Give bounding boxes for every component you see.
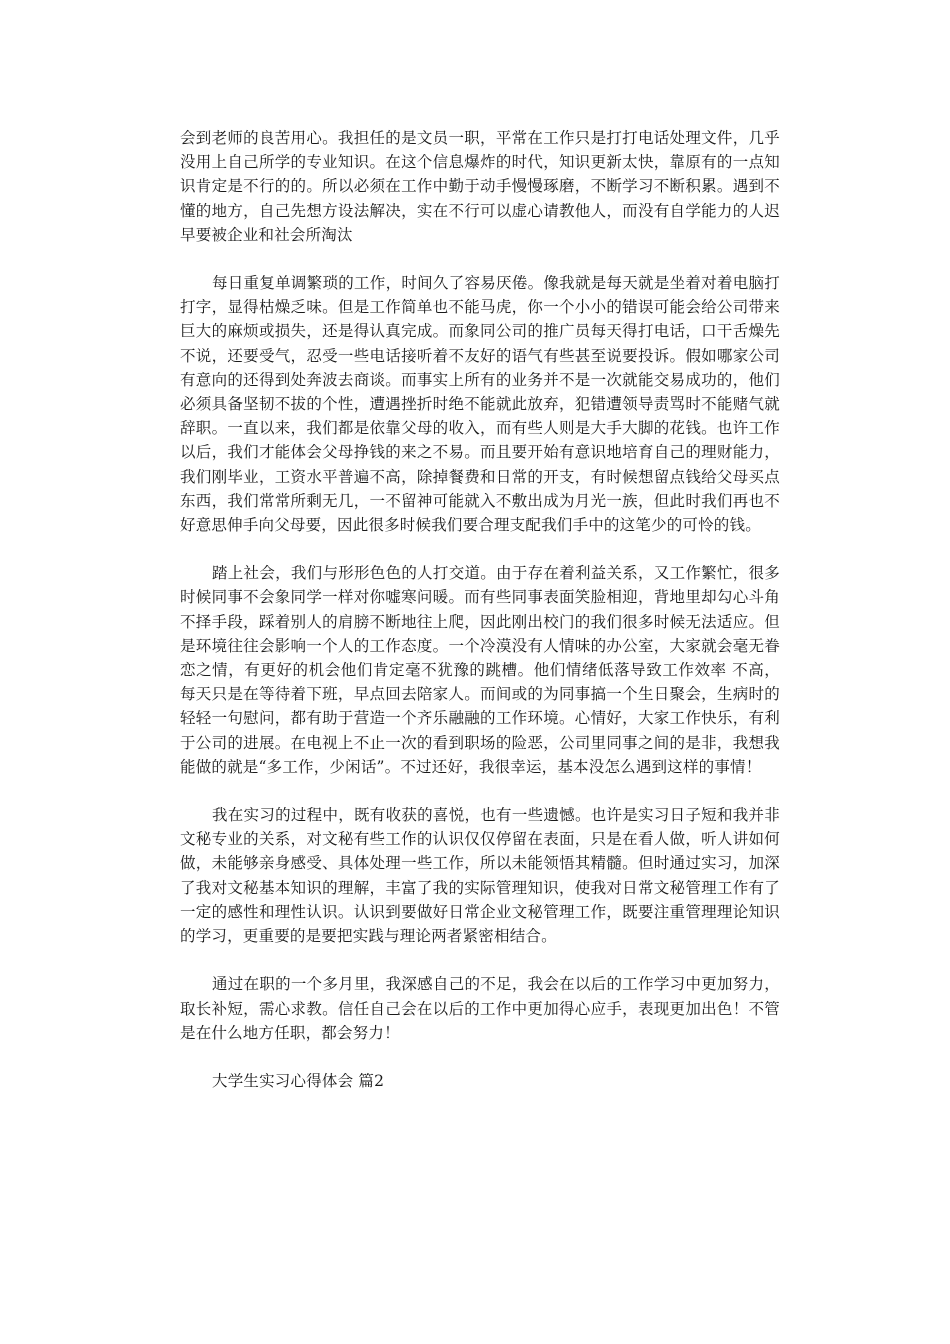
document-body (180, 126, 780, 1093)
paragraph-2: 每日重复单调繁琐的工作，时间久了容易厌倦。像我就是每天就是坐着对着电脑打打字，显得枯燥乏味。但是工作简单也不能马虎，你一个小小的错误可能会给公司带来巨大的麻烦或损失，还是得认真完成。而象同公司的推广员每天得打电话，口干舌燥先不说，还要受气，忍受一些电话接听着不友好的语气有些甚至说要投诉。假如哪家公司有意向的还得到处奔波去商谈。而事实上所有的业务并不是一次就能交易成功的，他们必须具备坚韧不拔的个性，遭遇挫折时绝不能就此放弃，犯错遭领导责骂时不能赌气就辞职。一直以来，我们都是依靠父母的收入，而有些人则是大手大脚的花钱。也许工作以后，我们才能体会父母挣钱的来之不易。而且要开始有意识地培育自己的理财能力，我们刚毕业，工资水平普遍不高，除掉餐费和日常的开支，有时候想留点钱给父母买点东西，我们常常所剩无几，一不留神可能就入不敷出成为月光一族，但此时我们再也不好意思伸手向父母要，因此很多时候我们要合理支配我们手中的这笔少的可怜的钱。 (180, 274, 780, 535)
paragraph-1: 会到老师的良苦用心。我担任的是文员一职，平常在工作只是打打电话处理文件，几乎没用上自己所学的专业知识。在这个信息爆炸的时代，知识更新太快，靠原有的一点知识肯定是不行的的。所以必须在工作中勤于动手慢慢琢磨，不断学习不断积累。遇到不懂的地方，自己先想方设法解决，实在不行可以虚心请教他人，而没有自学能力的人迟早要被企业和社会所淘汰 (180, 129, 780, 244)
paragraph-3: 踏上社会，我们与形形色色的人打交道。由于存在着利益关系，又工作繁忙，很多时候同事不会象同学一样对你嘘寒问暖。而有些同事表面笑脸相迎，背地里却勾心斗角不择手段，踩着别人的肩膀不断地往上爬，因此刚出校门的我们很多时候无法适应。但是环境往往会影响一个人的工作态度。一个冷漠没有人情味的办公室，大家就会毫无眷恋之情，有更好的机会他们肯定毫不犹豫的跳槽。他们情绪低落导致工作效率 不高，每天只是在等待着下班，早点回去陪家人。而间或的为同事搞一个生日聚会，生病时的轻轻一句慰问，都有助于营造一个齐乐融融的工作环境。心情好，大家工作快乐，有利于公司的进展。在电视上不止一次的看到职场的险恶，公司里同事之间的是非，我想我能做的就是“多工作，少闲话”。不过还好，我很幸运，基本没怎么遇到这样的事情！ (180, 564, 780, 776)
paragraph-5: 通过在职的一个多月里，我深感自己的不足，我会在以后的工作学习中更加努力，取长补短，需心求教。信任自己会在以后的工作中更加得心应手，表现更加出色！不管是在什么地方任职，都会努力！ (180, 975, 780, 1042)
paragraph-4: 我在实习的过程中，既有收获的喜悦，也有一些遗憾。也许是实习日子短和我并非文秘专业的关系，对文秘有些工作的认识仅仅停留在表面，只是在看人做，听人讲如何做，未能够亲身感受、具体处理一些工作，所以未能领悟其精髓。但时通过实习，加深了我对文秘基本知识的理解，丰富了我的实际管理知识，使我对日常文秘管理工作有了一定的感性和理性认识。认识到要做好日常企业文秘管理工作，既要注重管理理论知识的学习，更重要的是要把实践与理论两者紧密相结合。 (180, 806, 780, 946)
section-heading: 大学生实习心得体会 篇2 (212, 1071, 385, 1090)
